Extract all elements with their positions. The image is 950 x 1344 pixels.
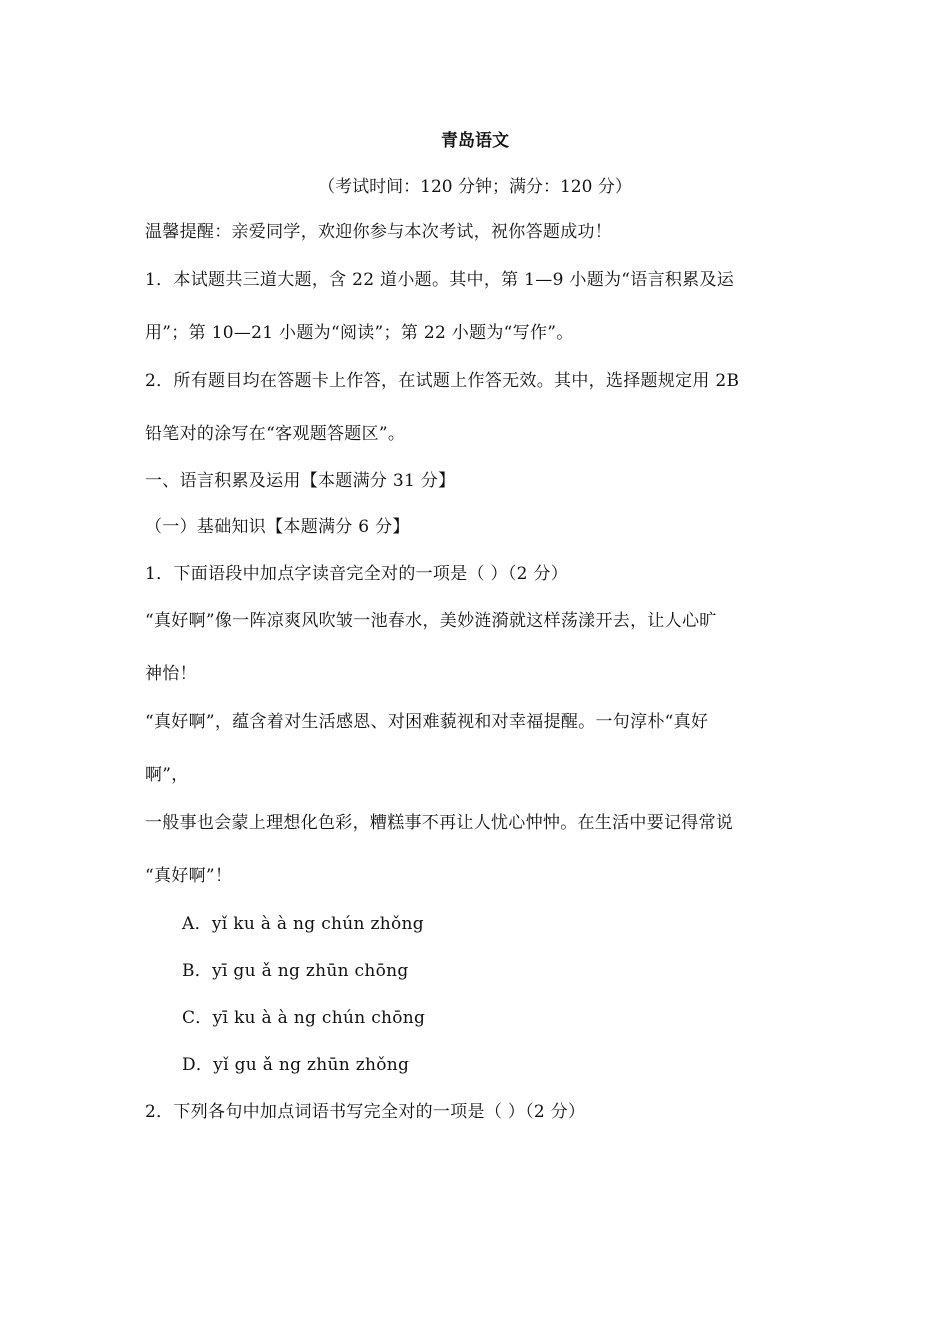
passage-line: “真好啊”像一阵凉爽风吹皱一池春水，美妙涟漪就这样荡漾开去，让人心旷 [145,611,717,631]
passage-line: 神怡！ [145,664,197,684]
exam-info: （考试时间：120 分钟；满分：120 分） [318,177,632,197]
passage-line: 啊”， [145,765,189,785]
question-1-stem: 1．下面语段中加点字读音完全对的一项是（ ）（2 分） [145,564,569,584]
greeting-text: 温馨提醒：亲爱同学，欢迎你参与本次考试，祝你答题成功！ [145,222,613,242]
passage-line: “真好啊”！ [145,866,233,886]
option-a: A．yǐ ku à à ng chún zhǒng [182,914,424,934]
section-heading: 一、语言积累及运用【本题满分 31 分】 [145,471,456,491]
passage-line: 一般事也会蒙上理想化色彩，糟糕事不再让人忧心忡忡。在生活中要记得常说 [145,813,734,833]
subsection-heading: （一）基础知识【本题满分 6 分】 [145,517,410,537]
option-c: C．yī ku à à ng chún chōng [182,1008,426,1028]
instruction-1-line-2: 用”；第 10—21 小题为“阅读”；第 22 小题为“写作”。 [145,323,574,343]
instruction-1-line-1: 1．本试题共三道大题，含 22 道小题。其中，第 1—9 小题为“语言积累及运 [145,270,735,290]
option-b: B．yī gu ǎ ng zhūn chōng [182,961,409,981]
question-2-stem: 2．下列各句中加点词语书写完全对的一项是（ ）（2 分） [145,1102,586,1122]
option-d: D．yǐ gu ǎ ng zhūn zhǒng [182,1055,410,1075]
instruction-2-line-1: 2．所有题目均在答题卡上作答，在试题上作答无效。其中，选择题规定用 2B [145,371,740,391]
passage-line: “真好啊”，蕴含着对生活感恩、对困难藐视和对幸福提醒。一句淳朴“真好 [145,712,709,732]
instruction-2-line-2: 铅笔对的涂写在“客观题答题区”。 [145,424,406,444]
page-title: 青岛语文 [441,131,509,151]
